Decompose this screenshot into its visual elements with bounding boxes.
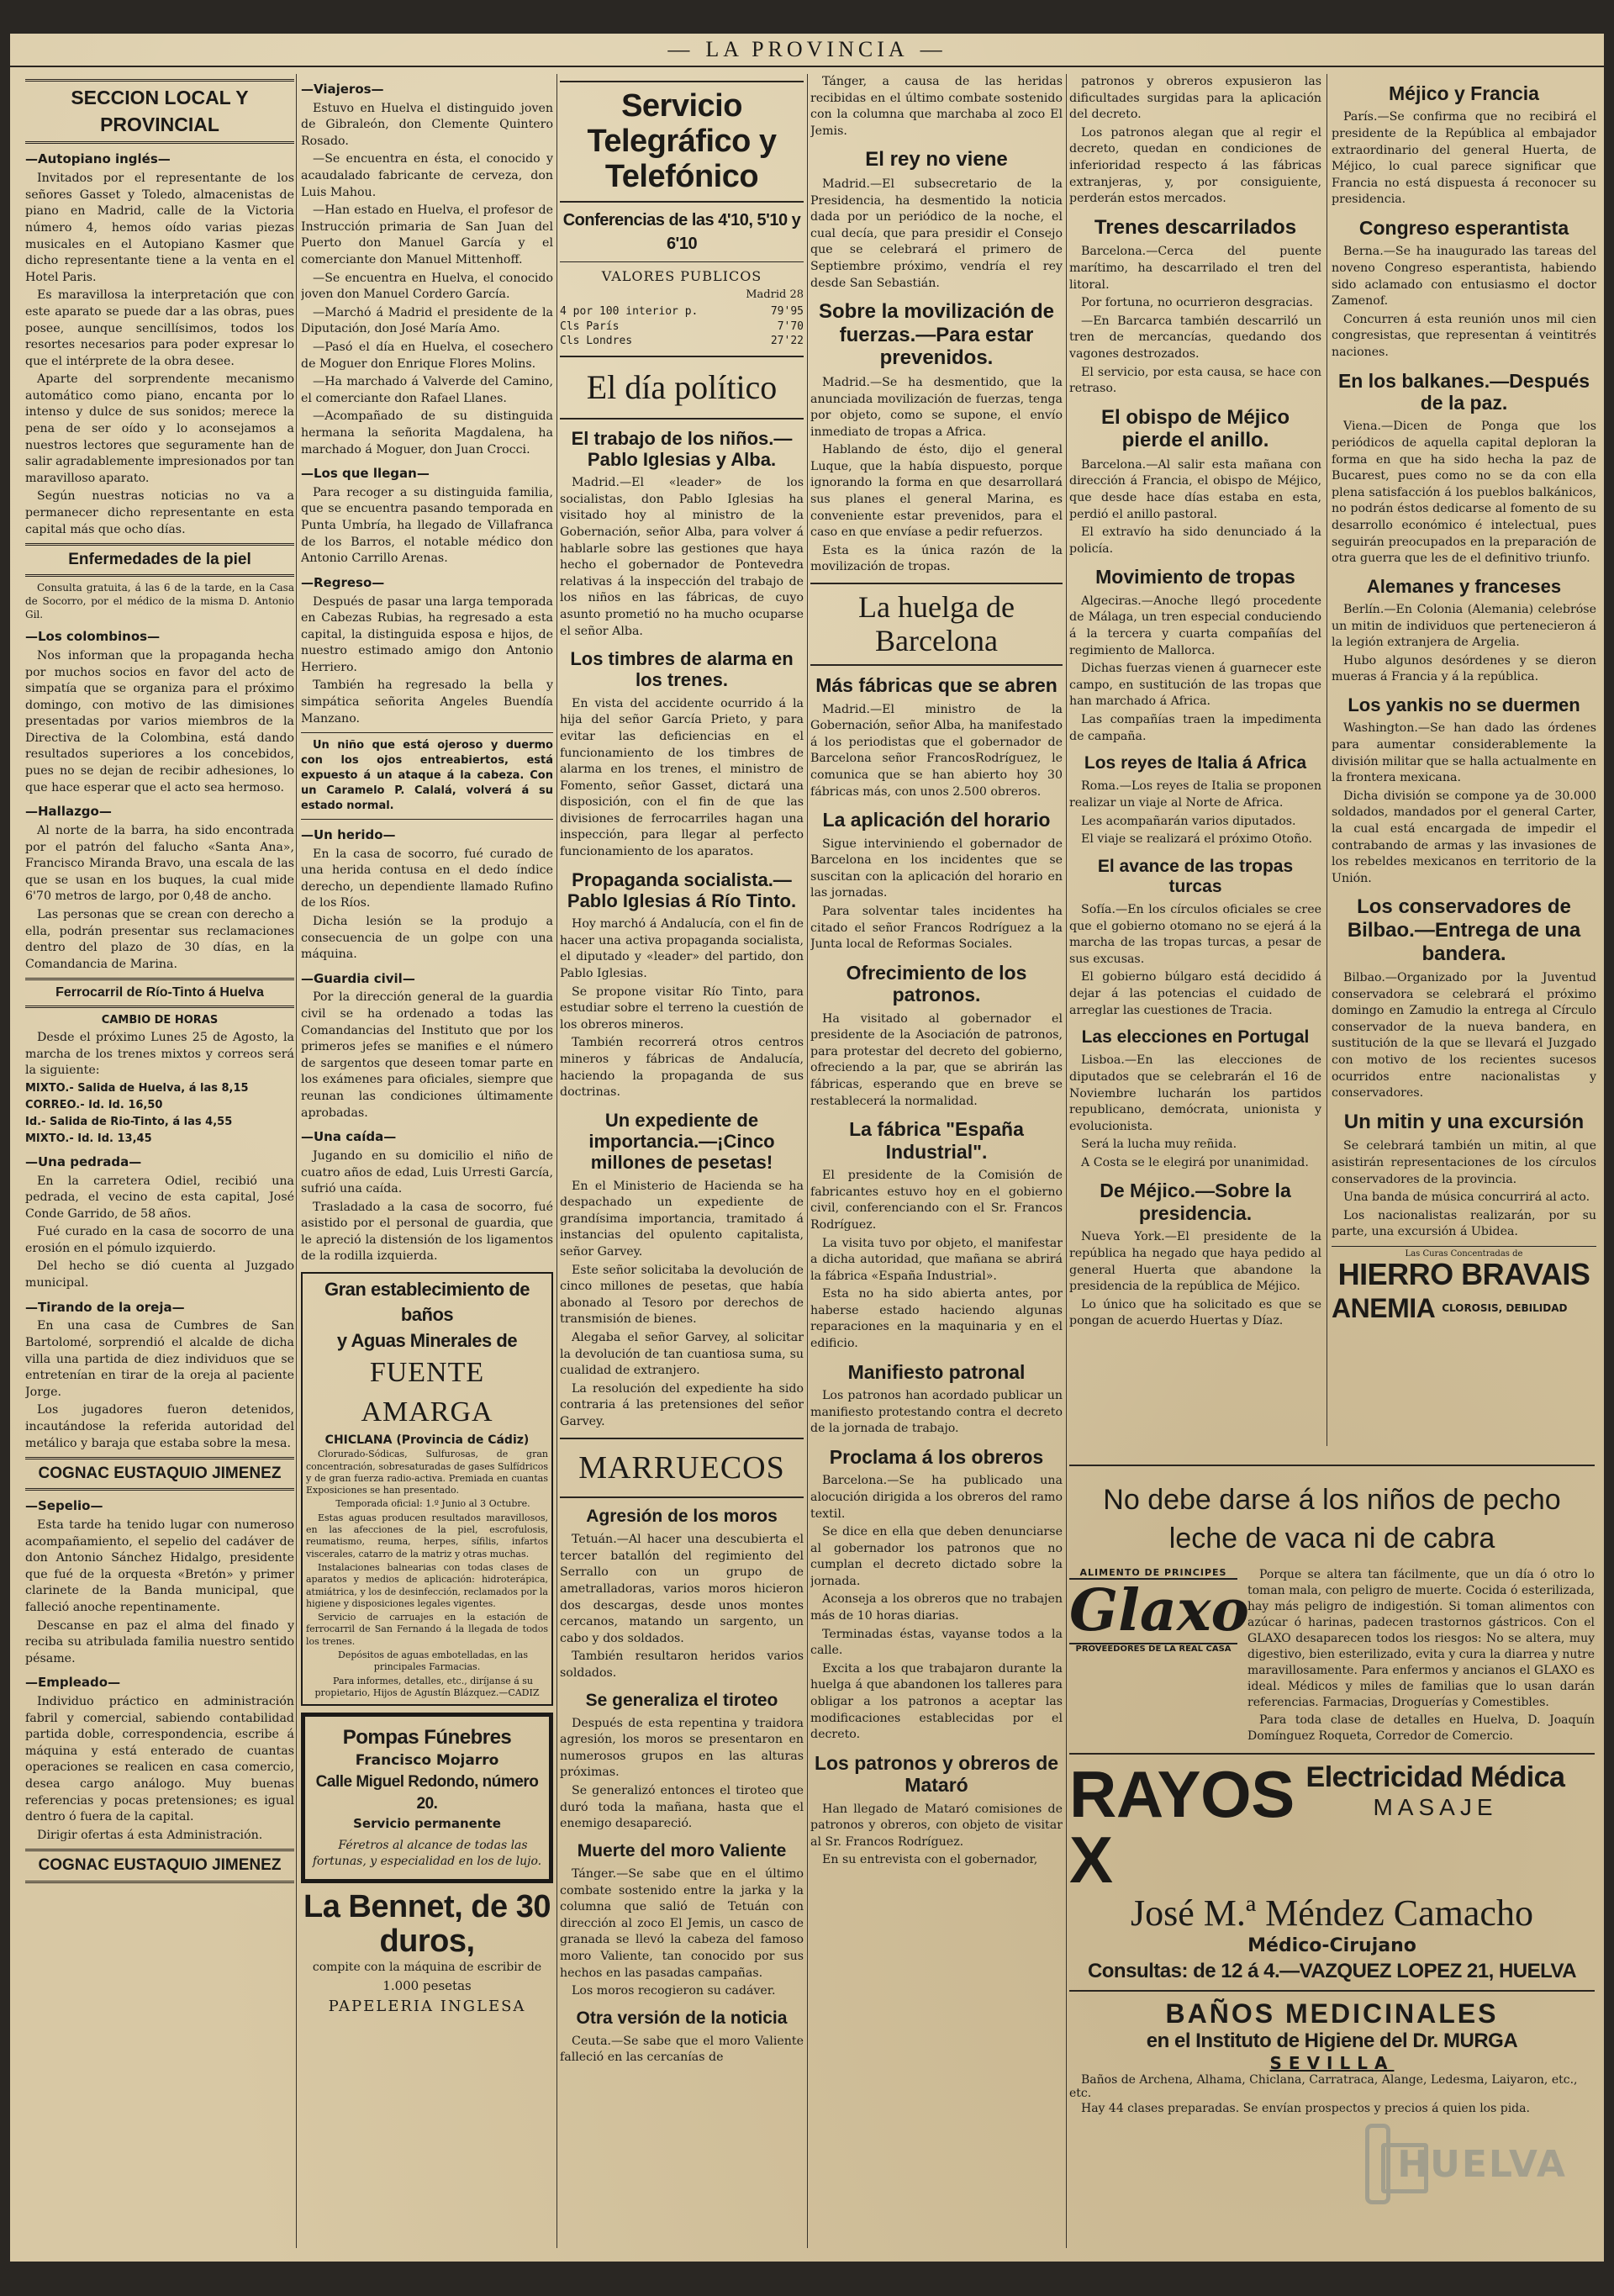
article-title: Alemanes y franceses [1366, 575, 1562, 597]
rx-right [1276, 1761, 1595, 1821]
article-text: Dicha lesión se la produjo a consecuencia de un golpe con una máquina. [301, 915, 553, 962]
article-text: Esta es la única razón de la movilización de tropas. [810, 543, 1063, 574]
section-header: SECCION LOCAL Y PROVINCIAL [25, 79, 294, 144]
divider [810, 664, 1063, 666]
ad-bennet-price: 1.000 pesetas [382, 1978, 472, 1994]
article-title: Agresión de los moros [586, 1507, 778, 1527]
timetable-row: Id.- Salida de Rio-Tinto, á las 4,55 [25, 1115, 233, 1128]
ad-text: Temporada oficial: 1.º Junio al 3 Octubre. [335, 1498, 530, 1510]
ad-line: y Aguas Minerales de [336, 1329, 518, 1351]
ad-text: Porque se altera tan fácilmente, que un día ó otro lo toman mala, con peligro de muerte. Cocida ó esterilizada, hay más peligro de indigestión. Si toman alimentos con azúcar ó harinas, padecen trastornos gástricos. Con el GLAXO desaparecen todos los riesgos: No se altera, muy digestivo, bien esterilizado, evita y cura la diarrea y nutre maravillosamente. Para enfermos y ancianos el GLAXO es ideal. Médicos y miles de familias que lo usan darán referencias. Farmacias, Droguerías y Comestibles. [1247, 1567, 1595, 1710]
article-text: En la casa de socorro, fué curado de una herida contusa en el dedo índice derecho, un dependiente llamado Rufino de los Ríos. [301, 847, 553, 910]
ad-line: Las Curas Concentradas de [1405, 1249, 1523, 1259]
article-text: El servicio, por esta causa, se hace con retraso. [1069, 365, 1321, 396]
archive-stamp-text: HUELVA [1397, 2142, 1567, 2186]
rx-masaje: MASAJE [1373, 1794, 1498, 1821]
article-text: En vista del accidente ocurrido á la hija del señor García Prieto, y para evitar las deficiencias en el funcionamiento de los timbres de alarma en los trenes, el ministro de Fomento, señor Gasset, dictará una disposición, con el fin de que las divisiones de ferrocarriles hagan una inspección, para llegar al perfecto funcionamiento de los aparatos. [560, 696, 804, 859]
article-title: —Una caída— [301, 1129, 397, 1145]
article-title: —Autopiano inglés— [25, 151, 171, 167]
article-text: El presidente de la Comisión de fabricantes estuvo hoy en el gobierno civil, conferenciando con el Sr. Francos Rodríguez. [810, 1169, 1063, 1232]
divider [1069, 1753, 1595, 1755]
article-text: Esta no ha sido abierta antes, por haberse estado haciendo algunas reparaciones en la maquinaria y en el edificio. [810, 1287, 1063, 1351]
article-text: Este señor solicitaba la devolución de cinco millones de pesetas, que había abonado al Tesoro por derechos de transmisión de bienes. [560, 1263, 804, 1327]
ad-bennet-sub: compite con la máquina de escribir de [312, 1961, 542, 1975]
ad-glaxo [1069, 1567, 1595, 1746]
article-text: También resultaron heridos varios soldados. [560, 1649, 804, 1680]
article-text: Por fortuna, no ocurrieron desgracias. [1081, 296, 1313, 310]
article-text: Barcelona.—Al salir esta mañana con dirección á Francia, el obispo de Méjico, que desde hace días estaba en esta, perdió el anillo pastoral. [1069, 457, 1321, 521]
article-title: Los conservadores de Bilbao.—Entrega de una bandera. [1347, 895, 1581, 965]
section-header: La huelga de Barcelona [858, 590, 1015, 657]
notice-subtitle: CAMBIO DE HORAS [101, 1014, 219, 1027]
column-rule [807, 74, 808, 2248]
banos-text: Baños de Archena, Alhama, Chiclana, Carratraca, Alange, Ledesma, Laiyaron, etc., etc. [1069, 2072, 1578, 2100]
ad-address: Calle Miguel Redondo, número 20. [315, 1772, 539, 1813]
article-text: Dichas fuerzas vienen á guarnecer este campo, en sustitución de las tropas que han marchado á Africa. [1069, 662, 1321, 709]
article-text: Las compañías traen la impedimenta de campaña. [1069, 713, 1321, 743]
article-title: —Viajeros— [301, 82, 384, 97]
article-title: De Méjico.—Sobre la presidencia. [1100, 1180, 1291, 1224]
article-text: —Pasó el día en Huelva, el cosechero de Moguer don Enrique Flores Molins. [301, 340, 553, 371]
table-row [560, 334, 804, 349]
article-title: El trabajo de los niños.—Pablo Iglesias y Alba. [571, 427, 793, 470]
ad-service: Servicio permanente [353, 1816, 501, 1832]
column-rule [556, 74, 557, 2248]
article-text: Los jugadores fueron detenidos, incautándose la referida autoridad del metálico y baraja que estaba sobre la mesa. [25, 1403, 294, 1450]
row-label: 4 por 100 interior p. [560, 304, 699, 318]
article-text: Algeciras.—Anoche llegó procedente de Málaga, un tren especial conduciendo á la tercera y cuarta compañías del regimiento de Mallorca. [1069, 594, 1321, 657]
article-text: Se celebrará también un mitin, al que asistirán representaciones de los círculos conservadores de la provincia. [1332, 1139, 1596, 1186]
ad-name: Francisco Mojarro [355, 1752, 499, 1770]
article-text: Barcelona.—Se ha publicado una alocución dirigida a los obreros del ramo textil. [810, 1474, 1063, 1521]
article-text: El viaje se realizará el próximo Otoño. [1081, 832, 1313, 847]
article-text: —Ha marchado á Valverde del Camino, el comerciante don Rafael Llanes. [301, 375, 553, 405]
rx-big: RAYOS X [1069, 1757, 1295, 1897]
scan-top-edge [0, 0, 1614, 34]
ad-leche [1069, 1473, 1595, 1567]
article-text: Madrid.—Se ha desmentido, que la anunciada movilización de fuerzas, tenga por objeto, como se supone, el envío inmediato de tropas a Africa. [810, 375, 1063, 439]
article-text: Para solventar tales incidentes ha citado el señor Francos Rodríguez a la Junta local de Reformas Sociales. [810, 905, 1063, 952]
article-text: Tánger.—Se sabe que en el último combate sostenido entre la jarka y la columna que salió de Tetuán con dirección al zoco El Jemis, un casco de granada se llevó la cabeza del famoso moro Valiente, tan conocido por sus hechos en las pasadas campañas. [560, 1866, 804, 1980]
divider [560, 81, 804, 82]
article-text: Les acompañarán varios diputados. [1081, 814, 1296, 828]
rx-consult: Consultas: de 12 á 4.—VAZQUEZ LOPEZ 21, HUELVA [1087, 1959, 1577, 1982]
article-text: En una casa de Cumbres de San Bartolomé, sorprendió el alcalde de dicha villa una partida de diez individuos que se entretenían en tirar de la oreja al paciente Jorge. [25, 1319, 294, 1399]
notice-text: Consulta gratuita, á las 6 de la tarde, en la Casa de Socorro, por el médico de la misma D. Antonio Gil. [25, 582, 294, 620]
ad-text: Depósitos de aguas embotelladas, en las principales Farmacias. [338, 1649, 528, 1673]
section-header: MARRUECOS [578, 1449, 785, 1486]
divider [560, 261, 804, 262]
rx-name: José M.ª Méndez Camacho [1131, 1892, 1533, 1934]
article-text: —En Barcarca también descarriló un tren de mercancías, quedando dos vagones destrozados. [1069, 314, 1321, 361]
article-text: Los nacionalistas realizarán, por su parte, una excursión á Ubidea. [1332, 1208, 1596, 1239]
ad-right: CLOROSIS, DEBILIDAD [1442, 1301, 1568, 1314]
ad-bennet-shop: PAPELERIA INGLESA [328, 1998, 526, 2016]
article-text: Los moros recogieron su cadáver. [572, 1984, 776, 1998]
glaxo-logo [1069, 1566, 1249, 1746]
article-title: —Regreso— [301, 574, 385, 590]
article-text: Se generalizó entonces el tiroteo que duró toda la mañana, hasta que el enemigo desapareció. [560, 1784, 804, 1831]
article-title: Los yankis no se duermen [1348, 694, 1580, 716]
article-text: Berlín.—En Colonia (Alemania) celebróse un mitin de individuos que pertenecieron á la legión extranjera de Argelia. [1332, 603, 1596, 650]
divider [560, 1496, 804, 1498]
row-value: 7'70 [777, 319, 804, 333]
article-text: Lisboa.—En las elecciones de diputados que se celebrarán el 16 de Noviembre lucharán los partidos republicano, demócrata, unionista y evolucionista. [1069, 1053, 1321, 1133]
column-telegraph [560, 74, 804, 2248]
ad-text: Estas aguas producen resultados maravillosos, en las afecciones de la piel, escrofulosis, reumatismo, reuma, herpes, sífilis, infartos viscerales, catarro de la matriz y otras muchas. [306, 1512, 548, 1560]
ad-brand: HIERRO BRAVAIS [1337, 1257, 1590, 1291]
article-title: En los balkanes.—Después de la paz. [1337, 369, 1590, 414]
rx-role: Médico-Cirujano [1247, 1934, 1416, 1956]
article-text: El extravío ha sido denunciado á la policía. [1069, 525, 1321, 556]
article-text: Al norte de la barra, ha sido encontrada por el patrón del falucho «Santa Ana», Francisco Miranda Bravo, una escala de las que se usan en los buques, la cual mide 6'70 metros de largo, por 0,48 de ancho. [25, 823, 294, 904]
divider [301, 819, 553, 820]
article-title: Otra versión de la noticia [576, 2008, 788, 2028]
divider [1069, 1465, 1595, 1466]
article-text: —Se encuentra en ésta, el conocido y acaudalado fabricante de cerveza, don Luis Mahou. [301, 152, 553, 199]
timetable-row: MIXTO.- Id. Id. 13,45 [25, 1132, 152, 1145]
article-text: Nueva York.—El presidente de la república ha negado que haya pedido al general Huerta que abandone la presidencia de la república de Méjico. [1069, 1230, 1321, 1294]
article-title: Un mitin y una excursión [1343, 1110, 1585, 1133]
article-title: Congreso esperantista [1358, 217, 1569, 239]
article-text: Sigue interviniendo el gobernador de Barcelona en los incidentes que se suscitan con la aplicación del horario en las jornadas. [810, 837, 1063, 900]
article-text: Hablando de ésto, dijo el general Luque, que la había dispuesto, porque ignorando la forma en que desarrollará sus planes el general Marina, es conveniente estar prevenidos, para el caso en que envíase a pedir refuerzos. [810, 443, 1063, 540]
article-text: Alegaba el señor Garvey, al solicitar la devolución de tan cuantiosa suma, su cualidad de extranjero. [560, 1331, 804, 1378]
archive-stamp-icon [1365, 2124, 1390, 2204]
article-title: Los reyes de Italia á Africa [1084, 753, 1307, 773]
divider [560, 356, 804, 357]
article-title: Las elecciones en Portugal [1081, 1027, 1310, 1048]
article-text: Después de pasar una larga temporada en Cabezas Rubias, ha regresado a esta capital, la distinguida esposa e hijos, de nuestro estimado amigo don Antonio Herriero. [301, 594, 553, 674]
article-text: Estuvo en Huelva el distinguido joven de Gibraleón, don Clemente Quintero Rosado. [301, 101, 553, 148]
masthead-title: LA PROVINCIA [705, 37, 909, 61]
ornament-left: — [667, 37, 694, 61]
article-text: Nos informan que la propaganda hecha por muchos socios en favor del acto de simpatía que se organiza para el próximo domingo, con motivo de las dimisiones presentadas por varios miembros de la Directiva de la Colombina, está dando resultados superiores a los concebidos, pues no se dejan de recibir adhesiones, lo que hace esperar que el acto sea hermoso. [25, 648, 294, 794]
table-title: VALORES PUBLICOS [601, 267, 762, 284]
article-title: Muerte del moro Valiente [577, 1840, 787, 1861]
article-text: En el Ministerio de Hacienda se ha despachado un expediente de grandísima importancia, tramitado á instancias del opulento capitalista, señor Garvey. [560, 1179, 804, 1259]
article-title: Un expediente de importancia.—¡Cinco millones de pesetas! [588, 1109, 775, 1174]
divider [810, 583, 1063, 584]
article-title: Sobre la movilización de fuerzas.—Para estar prevenidos. [818, 300, 1055, 370]
article-text: Madrid.—El ministro de la Gobernación, señor Alba, ha manifestado á los periodistas que el gobernador de Barcelona señor FrancosRodríguez, le comunica que se han abierto hoy 30 fábricas más, con unos 2.500 obreros. [810, 702, 1063, 799]
ad-cognac: COGNAC EUSTAQUIO JIMENEZ [25, 1849, 294, 1882]
article-text: París.—Se confirma que no recibirá el presidente de la República al embajador extraordinario del general Huerta, de Méjico, lo cual parece significar que Francia no está dispuesta á reconocer su presidencia. [1332, 110, 1596, 207]
article-text: Madrid.—El subsecretario de la Presidencia, ha desmentido la noticia dada por un periódico de la noche, el cual decía, que para presidir el Consejo que se celebrará el primero de Septiembre próximo, vendría el rey desde San Sebastián. [810, 177, 1063, 290]
ad-place: CHICLANA (Provincia de Cádiz) [324, 1433, 530, 1447]
article-text: Concurren á esta reunión unos mil cien congresistas, que representan á veintitrés naciones. [1332, 312, 1596, 359]
ornament-right: — [920, 37, 947, 61]
banos-sub: en el Instituto de Higiene del Dr. MURGA [1146, 2029, 1518, 2052]
article-text: También ha regresado la bella y simpática señorita Angeles Buendía Manzano. [301, 678, 553, 726]
article-text: Barcelona.—Cerca del puente marítimo, ha descarrilado el tren del litoral. [1069, 245, 1321, 292]
article-text: Aconseja a los obreros que no trabajen más de 10 horas diarias. [810, 1592, 1063, 1623]
article-title: Méjico y Francia [1389, 82, 1539, 104]
table-row [560, 304, 804, 319]
ad-text: Para informes, detalles, etc., diríjanse á su propietario, Hijos de Agustín Blázquez.—CADIZ [314, 1675, 540, 1698]
article-title: Más fábricas que se abren [815, 674, 1058, 697]
column-rule [296, 74, 297, 2248]
archive-stamp [1365, 2105, 1567, 2223]
ad-line: leche de vaca ni de cabra [1168, 1522, 1495, 1554]
article-title: —Empleado— [25, 1675, 121, 1691]
rx-elec: Electricidad Médica [1305, 1761, 1565, 1794]
article-title: —Sepelio— [25, 1498, 103, 1514]
article-text: Dicha división se compone ya de 30.000 soldados, mandados por el general Carter, la cual está encargada de impedir el contrabando de armas y las invasiones de los rebeldes mexicanos en territorio de la Unión. [1332, 789, 1596, 885]
article-text: Berna.—Se ha inaugurado las tareas del noveno Congreso esperantista, habiendo sido aclamado con entusiasmo el doctor Zamenof. [1332, 245, 1596, 309]
banos-text: Hay 44 clases preparadas. Se envían prospectos y precios á quien los pida. [1081, 2101, 1530, 2115]
row-value: 79'95 [770, 304, 804, 318]
article-title: —Hallazgo— [25, 804, 112, 820]
divider [301, 732, 553, 733]
article-text: Una banda de música concurrirá al acto. [1343, 1190, 1590, 1205]
article-text: Se propone visitar Río Tinto, para estudiar sobre el terreno la cuestión de los obreros mineros. [560, 984, 804, 1032]
article-text: —Marchó á Madrid el presidente de la Diputación, don José María Amo. [301, 305, 553, 336]
article-title: El rey no viene [865, 148, 1008, 172]
ad-title: Pompas Fúnebres [342, 1726, 512, 1750]
article-text: También recorrerá otros centros mineros y fábricas de Andalucía, haciendo la propaganda de sus doctrinas. [560, 1036, 804, 1100]
article-title: El avance de las tropas turcas [1097, 856, 1294, 896]
article-text: Lo único que ha solicitado es que se pongan de acuerdo Huertas y Díaz. [1069, 1297, 1321, 1328]
article-title: La fábrica "España Industrial". [849, 1118, 1024, 1163]
article-text: Para recoger a su distinguida familia, que se encuentra pasando temporada en Punta Umbría, ha llegado de Villafranca de los Barros, el notable médico don Antonio Carrillo Arenas. [301, 485, 553, 566]
article-text: patronos y obreros expusieron las dificultades surgidas para la aplicación del decreto. [1069, 75, 1321, 122]
ad-line: Gran establecimiento de baños [324, 1279, 530, 1326]
article-text: —Se encuentra en Huelva, el conocido joven don Manuel Cordero García. [301, 271, 553, 302]
divider [560, 1438, 804, 1439]
row-label: Cls París [560, 319, 620, 333]
article-text: Las personas que se crean con derecho a ella, podrán presentar sus reclamaciones dentro del plazo de 30 días, en la Comandancia de Marina. [25, 907, 294, 971]
article-text: Individuo práctico en administración fabril y comercial, sabiendo contabilidad partida doble, correspondencia, escribe á máquina y está enterado de cuantas operaciones se realicen en casa comercio, desea cargo análogo. Muy buenas referencias y pocas pretensiones; es igual dentro ó fuera de la capital. [25, 1695, 294, 1824]
column-news-b [1332, 74, 1596, 1446]
article-text: Se dice en ella que deben denunciarse al gobernador los patronos que no cumplan el decreto dictado sobre la jornada. [810, 1525, 1063, 1588]
divider [560, 201, 804, 203]
article-text: Bilbao.—Organizado por la Juventud conservadora se celebrará el próximo domingo en Zamudio la entrega al Círculo conservador de la nueva bandera, en sustitución de la que se llevará el Juzgado con motivo de los recientes sucesos ocurridos entre nacionalistas y conservadores. [1332, 971, 1596, 1100]
glaxo-bottom: PROVEEDORES DE LA REAL CASA [1075, 1644, 1232, 1654]
table-date: Madrid 28 [746, 288, 804, 301]
article-text: Madrid.—El «leader» de los socialistas, don Pablo Iglesias ha visitado hoy al ministro de la Gobernación, señor Alba, para volver á hablarle sobre las gestiones que haya hecho el gobernador de Pontevedra relativas á la inspección del trabajo de los niños en las fábricas, de cuyo asunto prometió no ha mucho ocuparse el señor Alba. [560, 476, 804, 638]
article-text: —Han estado en Huelva, el profesor de Instrucción primaria de San Juan del Puerto don Manuel García y el comerciante don Manuel Mittenhoff. [301, 203, 553, 267]
column-local [25, 74, 294, 2248]
timetable-row: CORREO.- Id. Id. 16,50 [25, 1099, 163, 1112]
ad-text: Servicio de carruajes en la estación de ferrocarril de San Fernando á la llegada de todos los trenes. [306, 1612, 548, 1647]
divider [560, 418, 804, 420]
article-text: Ha visitado al gobernador el presidente de la Asociación de patronos, para protestar del decreto del gobierno, ofreciendo a la par, que se abrirán las fábricas, esperando que en breve se restablecerá la normalidad. [810, 1011, 1063, 1108]
column-social [301, 74, 553, 2248]
article-title: Manifiesto patronal [847, 1360, 1026, 1383]
article-text: Invitados por el representante de los señores Gasset y Toledo, almacenistas de piano en Madrid, calle de la Victoria número 4, hemos oído varias piezas musicales en el Autopiano Kasmer que dicho representante tiene a la venta en el Hotel Paris. [25, 172, 294, 284]
timetable-row: MIXTO.- Salida de Huelva, á las 8,15 [25, 1082, 249, 1095]
article-title: Proclama á los obreros [829, 1445, 1044, 1468]
article-text: Los patronos alegan que al regir el decreto, quedan en condiciones de inferioridad respecto á las fábricas extranjeras, y, por consiguiente, perderán estos mercados. [1069, 125, 1321, 206]
article-text: Tetuán.—Al hacer una descubierta el tercer batallón del regimiento del Serrallo con un grupo de ametralladoras, varios moros hicieron dos descargas, desde unos montes cercanos, matando un sargento, un cabo y dos soldados. [560, 1533, 804, 1645]
ad-cognac: COGNAC EUSTAQUIO JIMENEZ [25, 1457, 294, 1491]
ad-anemia: ANEMIA [1332, 1293, 1436, 1323]
article-text: Tánger, a causa de las heridas recibidas en el último combate sostenido con la columna que marchaba al zoco El Jemis. [810, 75, 1063, 138]
article-title: Se generaliza el tiroteo [585, 1690, 778, 1710]
notice-text: Desde el próximo Lunes 25 de Agosto, la marcha de los trenes mixtos y correos será la siguiente: [25, 1031, 294, 1078]
article-text: Sofía.—En los círculos oficiales se cree que el gobierno otomano no se ejerá á la marcha de las tropas turcas, a pesar de sus excusas. [1069, 903, 1321, 966]
column-rule [1066, 74, 1067, 2248]
article-text: Después de esta repentina y traidora agresión, los moros se presentaron en numerosos grupos en las alturas próximas. [560, 1716, 804, 1780]
article-text: Será la lucha muy reñida. [1081, 1137, 1237, 1152]
banos-city: SEVILLA [1269, 2052, 1395, 2073]
article-title: —Tirando de la oreja— [25, 1299, 185, 1315]
article-text: Hubo algunos desórdenes y se dieron mueras á Francia y á la república. [1332, 653, 1596, 684]
ad-rayos-x [1069, 1757, 1595, 1897]
article-text: La resolución del expediente ha sido contraria á las pretensiones del señor Garvey. [560, 1381, 804, 1428]
article-text: Terminadas éstas, vayanse todos a la calle. [810, 1627, 1063, 1658]
article-text: Dirigir ofertas á esta Administración. [37, 1828, 263, 1842]
glaxo-copy [1247, 1567, 1595, 1746]
article-text: El gobierno búlgaro está decidido á dejar á las potencias el cuidado de arreglar las cuestiones de Tracia. [1069, 970, 1321, 1017]
row-label: Cls Londres [560, 335, 633, 348]
newspaper-page [10, 34, 1604, 2262]
masthead [10, 34, 1604, 67]
article-text: A Costa se le elegirá por unanimidad. [1081, 1155, 1309, 1169]
article-text: Han llegado de Mataró comisiones de patronos y obreros, con objeto de visitar al Sr. Francos Rodríguez. [810, 1802, 1063, 1849]
article-text: Trasladado a la casa de socorro, fué asistido por el personal de guardia, que le apreció la distensión de los ligamentos de la rodilla izquierda. [301, 1200, 553, 1264]
article-text: En la carretera Odiel, recibió una pedrada, el vecino de esta capital, José Conde Garrido, de 58 años. [25, 1174, 294, 1221]
ad-text: Para toda clase de detalles en Huelva, D. Joaquín Domínguez Roqueta, Corredor de Comercio. [1247, 1713, 1595, 1744]
article-title: —Una pedrada— [25, 1153, 142, 1169]
ad-text: Féretros al alcance de todas las fortunas, y especialidad en los de lujo. [312, 1838, 542, 1869]
ad-text: Un niño que está ojeroso y duermo con los ojos entreabiertos, está expuesto á un ataque á la cabeza. Con un Caramelo P. Calalá, volverá á su estado normal. [301, 739, 553, 812]
article-text: Washington.—Se han dado las órdenes para aumentar considerablemente la división militar que se halla actualmente en la frontera mexicana. [1332, 721, 1596, 785]
banos-title: BAÑOS MEDICINALES [1165, 1998, 1499, 2029]
article-title: Movimiento de tropas [1095, 566, 1295, 589]
article-title: Ofrecimiento de los patronos. [846, 961, 1027, 1006]
ad-fuente-amarga [301, 1272, 553, 1706]
article-text: Fué curado en la casa de socorro de una erosión en el pómulo izquierdo. [25, 1225, 294, 1255]
article-title: —Los que llegan— [301, 466, 430, 482]
article-text: En su entrevista con el gobernador, [822, 1853, 1038, 1867]
article-title: —Un herido— [301, 826, 396, 842]
table-row [560, 319, 804, 335]
article-text: Por la dirección general de la guardia civil se ha ordenado a todas las Comandancias del Instituto que por los primeros jefes se manifies e el número de sargentos que deseen tomar parte en los exámenes para oficiales, siempre que reunan las condiciones últimamente aprobadas. [301, 990, 553, 1120]
article-text: Del hecho se dió cuenta al Juzgado municipal. [25, 1259, 294, 1291]
column-barcelona [810, 74, 1063, 2248]
divider [1069, 1990, 1595, 1992]
ads-block [1069, 1458, 1595, 2117]
row-value: 27'22 [770, 335, 804, 348]
article-title: —Guardia civil— [301, 970, 415, 986]
article-text: Hoy marchó á Andalucía, con el fin de hacer una activa propaganda socialista, el diputado y «leader» del partido, don Pablo Iglesias. [560, 917, 804, 981]
ad-line [1332, 1290, 1596, 1327]
article-text: Viena.—Dicen de Ponga que los periódicos de aquella capital deploran la forma en que ha sido hecha la paz de Bucarest, pues como no se da con ella plena satisfacción á los pueblos balkánicos, no podrán éstos dedicarse al fomento de su desarrollo económico é intelectual, pues seguirán preocupados en la preparación de otra guerra que les de el definitivo triunfo. [1332, 420, 1596, 566]
section-header: El día político [586, 368, 778, 407]
ad-text: Clorurado-Sódicas, Sulfurosas, de gran concentración, sobresaturadas de gases Sulfídricos y de gran fuerza radio-activa. Premiada en cuantas Exposiciones se han presentado. [306, 1449, 548, 1496]
glaxo-brand: Glaxo [1069, 1576, 1249, 1644]
ad-pompas-funebres [301, 1713, 553, 1882]
article-text: Jugando en su domicilio el niño de cuatro años de edad, Luis Urresti García, sufrió una caída. [301, 1148, 553, 1196]
article-text: Descanse en paz el alma del finado y reciba su atribulada familia nuestro sentido pésame. [25, 1618, 294, 1665]
article-text: Los patronos han acordado publicar un manifiesto protestando contra el decreto de la jornada de trabajo. [810, 1389, 1063, 1436]
article-title: Trenes descarrilados [1094, 215, 1297, 239]
ad-text: Instalaciones balnearias con todas clases de aparatos y medios de aplicación: hidroterápica, atmiátrica, y los de desinfección, reclamados por la higiene y disposiciones legales vigentes. [306, 1561, 548, 1609]
ad-brand: FUENTE AMARGA [361, 1357, 493, 1428]
article-text: Es maravillosa la interpretación que con este aparato se puede dar a las obras, pues posee, aunque sencillísimos, todos los resortes necesarios para poder expresar lo que el intérprete de la obra desee. [25, 288, 294, 368]
article-text: —Acompañado de su distinguida hermana la señorita Magdalena, ha marchado á Moguer, don Juan Crocci. [301, 409, 553, 457]
notice-title: Enfermedades de la piel [25, 543, 294, 577]
article-text: Roma.—Los reyes de Italia se proponen realizar un viaje al Norte de Africa. [1069, 779, 1321, 810]
section-header: Servicio Telegráfico y Telefónico [587, 88, 777, 194]
article-text: Ceuta.—Se sabe que el moro Valiente falleció en las cercanías de [560, 2034, 804, 2065]
column-news-a [1069, 74, 1321, 1446]
article-title: Los patronos y obreros de Mataró [814, 1751, 1059, 1797]
ad-bennet-title: La Bennet, de 30 duros, [303, 1888, 551, 1960]
article-title: El obispo de Méjico pierde el anillo. [1100, 405, 1290, 452]
ad-hierro-bravais [1332, 1246, 1596, 1327]
article-text: La visita tuvo por objeto, el manifestar a dicha autoridad, que mañana se abrirá la fábrica «España Industrial». [810, 1236, 1063, 1283]
article-text: Esta tarde ha tenido lugar con numeroso acompañamiento, el sepelio del cadáver de don Antonio Sánchez Hidalgo, presidente que fué de la orquesta «Bretón» y primer clarinete de la Banda municipal, que falleció anoche repentinamente. [25, 1518, 294, 1614]
article-title: Propaganda socialista.—Pablo Iglesias á Río Tinto. [567, 868, 797, 911]
notice-title: Ferrocarril de Río-Tinto á Huelva [25, 978, 294, 1008]
article-title: —Los colombinos— [25, 629, 161, 645]
article-text: Excita a los que trabajaron durante la huelga á que abandonen los talleres para obligar a los patronos a aceptar las modificaciones establecidas por el decreto. [810, 1661, 1063, 1742]
glaxo-top: ALIMENTO DE PRINCIPES [1079, 1566, 1227, 1578]
article-title: Los timbres de alarma en los trenes. [570, 648, 794, 691]
article-text: Según nuestras noticias no va a permanecer dicho representante en esta capital más que ocho días. [25, 489, 294, 536]
ad-line: No debe darse á los niños de pecho [1103, 1484, 1561, 1516]
conference-times: Conferencias de las 4'10, 5'10 y 6'10 [562, 211, 801, 253]
article-title: La aplicación del horario [822, 809, 1051, 831]
article-text: Aparte del sorprendente mecanismo automático como piano, encanta por lo intenso y dulce de sus sonidos; merece la pena de ser oído y lo aconsejamos a nuestros lectores que seguramente han de salir agradablemente impresionados por tan maravilloso aparato. [25, 372, 294, 485]
